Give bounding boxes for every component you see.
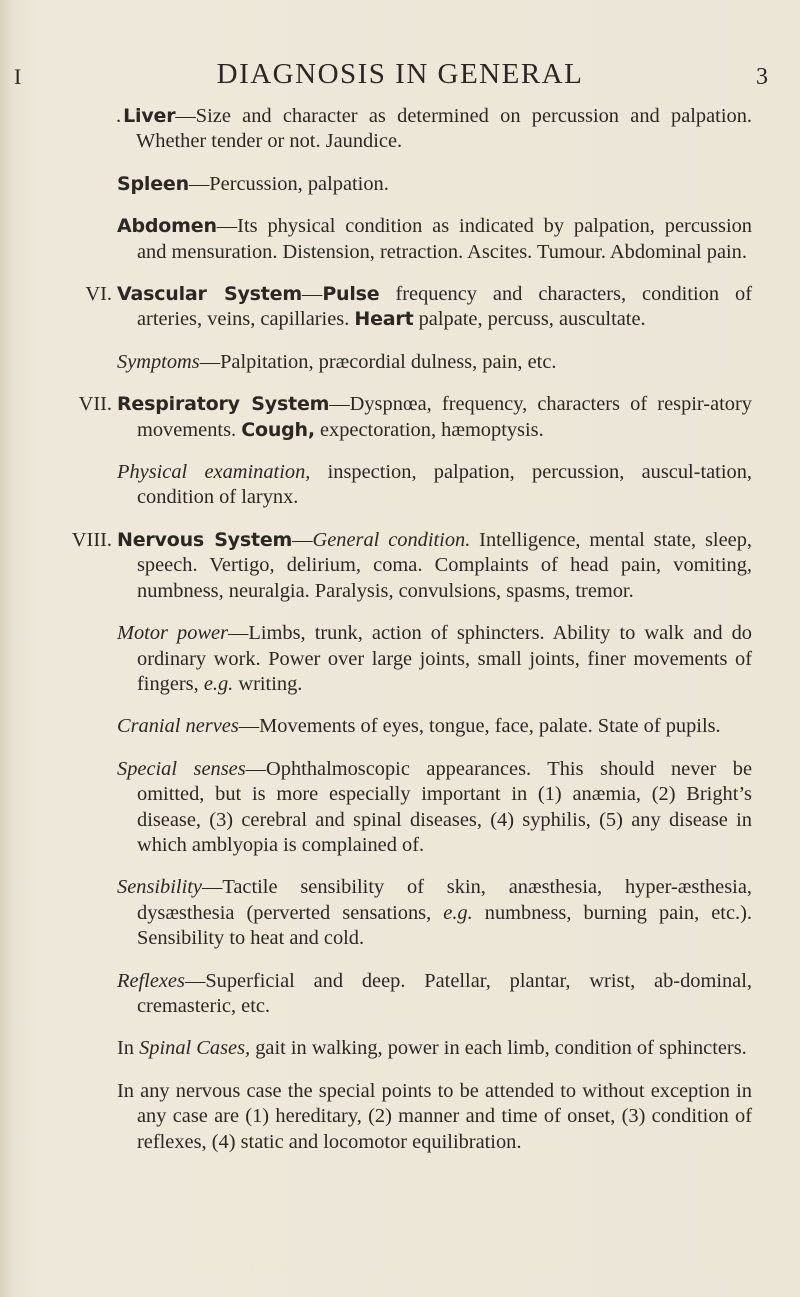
paragraph-spleen: Spleen—Percussion, palpation.	[117, 172, 389, 195]
paragraph-reflexes: Reflexes—Superficial and deep. Patellar, plantar, wrist, ab-dominal, cremasteric, etc.	[117, 969, 752, 1017]
paragraph-sensibility: Sensibility—Tactile sensibility of skin, anæsthesia, hyper-æsthesia, dysæsthesia (perverted sensations, e.g. numbness, burning pain, etc.). Sensibility to heat and cold.	[117, 876, 752, 950]
label-sensibility: Sensibility	[117, 876, 202, 899]
heading-abdomen: Abdomen	[117, 215, 217, 238]
label-motor-power: Motor power	[117, 622, 229, 645]
page-number: 3	[756, 64, 768, 90]
running-title: DIAGNOSIS IN GENERAL	[216, 58, 584, 90]
label-general-condition: General condition.	[312, 528, 471, 551]
heading-liver: Liver	[123, 105, 176, 127]
heading-respiratory-system: Respiratory System	[117, 393, 330, 416]
section-nervous-system: VIII. Nervous System—General condition. Intelligence, mental state, sleep, speech. Vertigo, delirium, coma. Complaints of head pain, vomiting, numbness, neuralgia. Paralysis, convulsions, spasms, tremor.	[0, 528, 800, 604]
heading-vascular-system: Vascular System	[117, 283, 302, 306]
paragraph-special-senses: Special senses—Ophthalmoscopic appearances. This should never be omitted, but is more especially important in (1) anæmia, (2) Bright’s disease, (3) cerebral and spinal diseases, (4) syphilis, (5) any disease in which amblyopia is complained of.	[117, 757, 752, 856]
running-header	[0, 58, 800, 98]
section-number: VI.	[85, 283, 112, 306]
paragraph-symptoms: Symptoms—Palpitation, præcordial dulness, pain, etc.	[117, 350, 557, 373]
paragraph-physical-examination: Physical examination, inspection, palpation, percussion, auscul-tation, condition of larynx.	[117, 461, 752, 509]
label-special-senses: Special senses	[117, 757, 246, 780]
label-symptoms: Symptoms	[117, 350, 200, 373]
paragraph-spinal-cases: In Spinal Cases, gait in walking, power in each limb, condition of sphincters.	[117, 1037, 747, 1060]
heading-pulse: Pulse	[322, 283, 380, 306]
section-respiratory-system: VII. Respiratory System—Dyspnœa, frequency, characters of respir-atory movements. Cough, expectoration, hæmoptysis.	[0, 392, 800, 443]
section-number: VIII.	[71, 528, 112, 551]
heading-nervous-system: Nervous System	[117, 528, 293, 551]
section-number: VII.	[78, 393, 112, 416]
paragraph-abdomen: Abdomen—Its physical condition as indicated by palpation, percussion and mensuration. Distension, retraction. Ascites. Tumour. Abdominal pain.	[117, 215, 752, 263]
paragraph-nervous-case-points: In any nervous case the special points to be attended to without exception in any case are (1) hereditary, (2) manner and time of onset, (3) condition of reflexes, (4) static and locomotor equilibration.	[117, 1079, 752, 1153]
paragraph-liver: . Liver—Size and character as determined on percussion and palpation. Whether tender or not. Jaundice.	[116, 105, 752, 153]
heading-spleen: Spleen	[117, 172, 189, 195]
page-body	[0, 104, 800, 1172]
chapter-number: I	[14, 64, 23, 89]
paragraph-cranial-nerves: Cranial nerves—Movements of eyes, tongue, face, palate. State of pupils.	[117, 715, 721, 738]
paragraph-motor-power: Motor power—Limbs, trunk, action of sphincters. Ability to walk and do ordinary work. Power over large joints, small joints, finer movements of fingers, e.g. writing.	[117, 622, 752, 695]
label-spinal-cases: Spinal Cases,	[139, 1037, 251, 1060]
label-cranial-nerves: Cranial nerves	[117, 715, 239, 738]
section-vascular-system: VI. Vascular System—Pulse frequency and characters, condition of arteries, veins, capillaries. Heart palpate, percuss, auscultate.	[0, 282, 800, 333]
heading-heart: Heart	[354, 308, 414, 331]
label-physical-examination: Physical examination,	[117, 461, 311, 484]
label-reflexes: Reflexes	[117, 969, 185, 992]
heading-cough: Cough,	[241, 418, 315, 441]
